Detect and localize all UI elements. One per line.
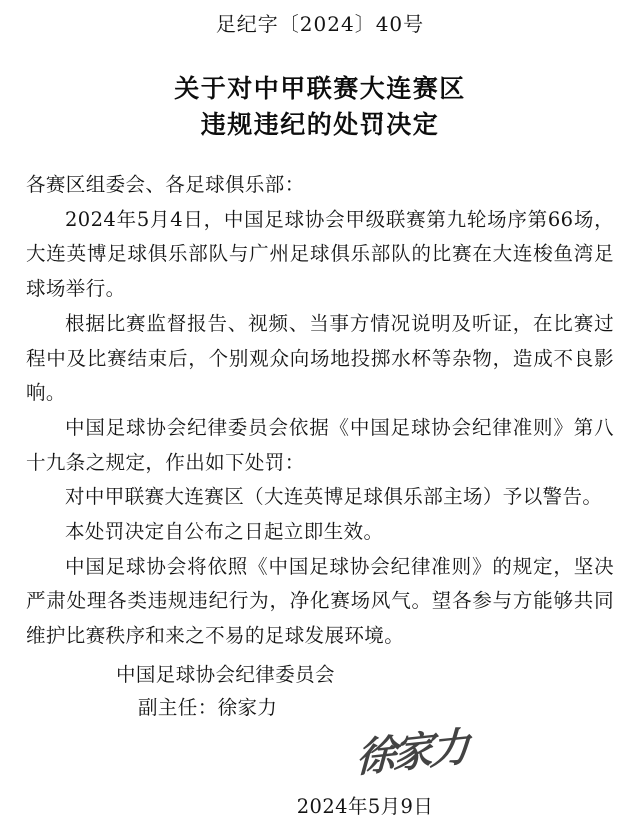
paragraph-2: 根据比赛监督报告、视频、当事方情况说明及听证，在比赛过程中及比赛结束后，个别观众向场地投掷水杯等杂物，造成不良影响。 (26, 311, 614, 405)
paragraph-1: 2024年5月4日，中国足球协会甲级联赛第九轮场序第66场，大连英博足球俱乐部队与广州足球俱乐部队的比赛在大连梭鱼湾足球场举行。 (26, 207, 614, 301)
document-body (26, 168, 614, 654)
signature-organization: 中国足球协会纪律委员会 (116, 662, 335, 686)
paragraph-5: 本处罚决定自公布之日起立即生效。 (65, 520, 384, 544)
signature-block (26, 658, 614, 725)
document-number: 足纪字〔2024〕40号 (215, 12, 425, 36)
signature-date: 2024年5月9日 (296, 794, 434, 818)
signature-official: 副主任：徐家力 (138, 696, 278, 720)
handwritten-signature: 徐家力 (355, 722, 468, 782)
title-line-1: 关于对中甲联赛大连赛区 (174, 74, 466, 103)
paragraph-3: 中国足球协会纪律委员会依据《中国足球协会纪律准则》第八十九条之规定，作出如下处罚： (26, 415, 614, 474)
salutation: 各赛区组委会、各足球俱乐部： (26, 173, 305, 196)
paragraph-6: 中国足球协会将依照《中国足球协会纪律准则》的规定，坚决严肃处理各类违规违纪行为，净化赛场风气。望各参与方能够共同维护比赛秩序和来之不易的足球发展环境。 (26, 554, 614, 648)
title-line-2: 违规违纪的处罚决定 (200, 109, 440, 139)
handwritten-signature-area (26, 722, 614, 791)
page-title (26, 71, 614, 142)
signature-date-row (26, 791, 614, 819)
paragraph-4: 对中甲联赛大连赛区（大连英博足球俱乐部主场）予以警告。 (65, 485, 603, 509)
